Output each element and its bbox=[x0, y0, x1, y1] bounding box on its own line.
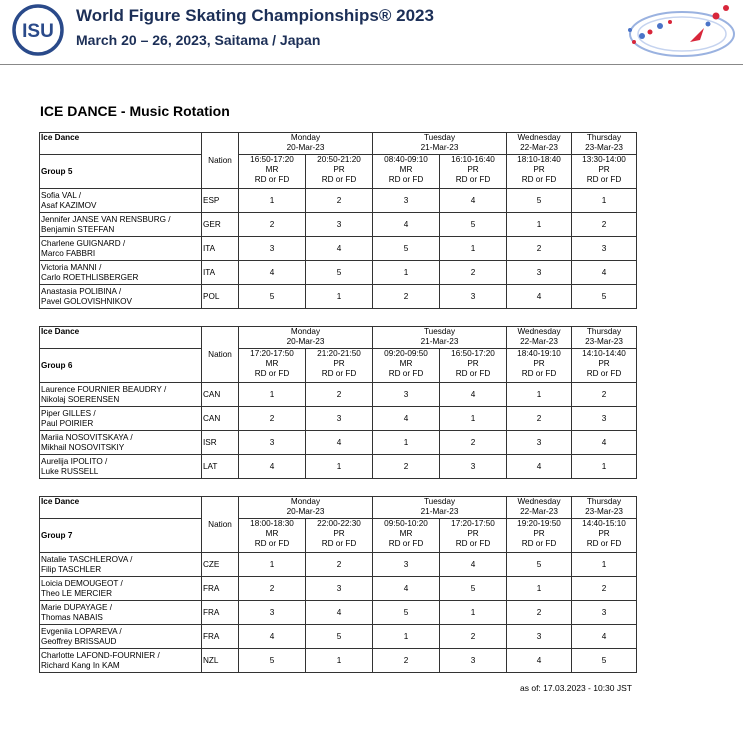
skater-1: Piper GILLES / bbox=[41, 408, 96, 418]
skater-2: Theo LE MERCIER bbox=[41, 588, 112, 598]
start-order: 2 bbox=[306, 553, 373, 577]
rotation-table-5 bbox=[39, 132, 637, 309]
start-order: 5 bbox=[507, 553, 572, 577]
slot-rink: MR bbox=[265, 165, 279, 174]
slot-time: 18:40-19:10 bbox=[517, 349, 561, 358]
table-row bbox=[40, 189, 637, 213]
start-order: 1 bbox=[239, 553, 306, 577]
skater-1: Loicia DEMOUGEOT / bbox=[41, 578, 123, 588]
start-order: 4 bbox=[373, 577, 440, 601]
start-order: 5 bbox=[507, 189, 572, 213]
team-nation: FRA bbox=[202, 577, 239, 601]
session-slot bbox=[373, 519, 440, 553]
start-order: 4 bbox=[572, 431, 637, 455]
session-slot bbox=[440, 349, 507, 383]
start-order: 2 bbox=[440, 261, 507, 285]
start-order: 3 bbox=[306, 407, 373, 431]
start-order: 1 bbox=[306, 649, 373, 673]
team-nation: POL bbox=[202, 285, 239, 309]
day-date: 20-Mar-23 bbox=[286, 143, 325, 152]
section-title: ICE DANCE - Music Rotation bbox=[40, 103, 230, 119]
day-header bbox=[373, 497, 507, 519]
team-names bbox=[40, 601, 202, 625]
day-name: Monday bbox=[290, 497, 321, 506]
table-row bbox=[40, 455, 637, 479]
team-names bbox=[40, 407, 202, 431]
start-order: 3 bbox=[306, 213, 373, 237]
start-order: 4 bbox=[572, 261, 637, 285]
start-order: 3 bbox=[239, 237, 306, 261]
event-label: Ice Dance bbox=[40, 327, 202, 349]
group-label: Group 7 bbox=[40, 519, 202, 553]
slot-rink: PR bbox=[533, 359, 545, 368]
start-order: 3 bbox=[507, 431, 572, 455]
table-row bbox=[40, 213, 637, 237]
slot-dance: RD or FD bbox=[388, 539, 424, 548]
header-row-slots bbox=[40, 155, 637, 189]
nation-header: Nation bbox=[202, 327, 239, 383]
day-name: Tuesday bbox=[423, 133, 456, 142]
team-nation: CAN bbox=[202, 383, 239, 407]
skater-1: Marie DUPAYAGE / bbox=[41, 602, 112, 612]
slot-dance: RD or FD bbox=[388, 175, 424, 184]
header-row-days bbox=[40, 497, 637, 519]
slot-rink: MR bbox=[265, 529, 279, 538]
table-row bbox=[40, 431, 637, 455]
day-header bbox=[507, 497, 572, 519]
skater-1: Charlene GUIGNARD / bbox=[41, 238, 126, 248]
session-slot bbox=[507, 349, 572, 383]
start-order: 1 bbox=[507, 213, 572, 237]
session-slot bbox=[306, 155, 373, 189]
skater-2: Thomas NABAIS bbox=[41, 612, 103, 622]
start-order: 5 bbox=[440, 577, 507, 601]
day-header bbox=[373, 133, 507, 155]
slot-dance: RD or FD bbox=[254, 175, 290, 184]
start-order: 4 bbox=[373, 407, 440, 431]
start-order: 2 bbox=[373, 455, 440, 479]
start-order: 1 bbox=[306, 455, 373, 479]
skater-2: Mikhail NOSOVITSKIY bbox=[41, 442, 125, 452]
slot-rink: MR bbox=[399, 359, 413, 368]
group-label: Group 5 bbox=[40, 155, 202, 189]
start-order: 5 bbox=[373, 601, 440, 625]
event-subtitle: March 20 – 26, 2023, Saitama / Japan bbox=[76, 32, 321, 48]
start-order: 4 bbox=[306, 237, 373, 261]
team-names bbox=[40, 553, 202, 577]
session-slot bbox=[239, 519, 306, 553]
start-order: 2 bbox=[373, 649, 440, 673]
day-name: Tuesday bbox=[423, 327, 456, 336]
slot-dance: RD or FD bbox=[455, 175, 491, 184]
start-order: 2 bbox=[306, 189, 373, 213]
slot-dance: RD or FD bbox=[586, 539, 622, 548]
start-order: 3 bbox=[306, 577, 373, 601]
table-row bbox=[40, 383, 637, 407]
start-order: 2 bbox=[507, 407, 572, 431]
slot-rink: PR bbox=[598, 529, 610, 538]
header-row-days bbox=[40, 133, 637, 155]
slot-time: 08:40-09:10 bbox=[384, 155, 428, 164]
day-name: Thursday bbox=[586, 133, 622, 142]
start-order: 3 bbox=[572, 407, 637, 431]
slot-dance: RD or FD bbox=[586, 369, 622, 378]
skater-2: Richard Kang In KAM bbox=[41, 660, 120, 670]
day-date: 22-Mar-23 bbox=[520, 507, 558, 516]
slot-time: 21:20-21:50 bbox=[317, 349, 361, 358]
slot-rink: PR bbox=[467, 165, 479, 174]
team-names bbox=[40, 455, 202, 479]
day-header bbox=[507, 327, 572, 349]
table-row bbox=[40, 553, 637, 577]
slot-time: 20:50-21:20 bbox=[317, 155, 361, 164]
team-nation: ITA bbox=[202, 237, 239, 261]
day-date: 23-Mar-23 bbox=[585, 337, 623, 346]
day-header bbox=[239, 133, 373, 155]
slot-time: 09:50-10:20 bbox=[384, 519, 428, 528]
skater-1: Sofia VAL / bbox=[41, 190, 82, 200]
skater-2: Carlo ROETHLISBERGER bbox=[41, 272, 139, 282]
start-order: 1 bbox=[373, 625, 440, 649]
team-names bbox=[40, 189, 202, 213]
start-order: 1 bbox=[440, 601, 507, 625]
start-order: 2 bbox=[440, 431, 507, 455]
start-order: 3 bbox=[440, 649, 507, 673]
slot-time: 17:20-17:50 bbox=[250, 349, 294, 358]
championship-emblem-icon bbox=[620, 2, 738, 60]
start-order: 2 bbox=[373, 285, 440, 309]
header-row-slots bbox=[40, 349, 637, 383]
day-date: 21-Mar-23 bbox=[420, 337, 459, 346]
slot-time: 13:30-14:00 bbox=[582, 155, 626, 164]
day-header bbox=[507, 133, 572, 155]
session-slot bbox=[507, 519, 572, 553]
skater-2: Filip TASCHLER bbox=[41, 564, 102, 574]
start-order: 2 bbox=[572, 577, 637, 601]
header-divider bbox=[0, 64, 743, 65]
start-order: 2 bbox=[572, 383, 637, 407]
start-order: 2 bbox=[507, 601, 572, 625]
day-name: Thursday bbox=[586, 497, 622, 506]
team-names bbox=[40, 649, 202, 673]
skater-2: Benjamin STEFFAN bbox=[41, 224, 115, 234]
start-order: 2 bbox=[306, 383, 373, 407]
table-row bbox=[40, 261, 637, 285]
session-slot bbox=[373, 349, 440, 383]
slot-rink: PR bbox=[533, 529, 545, 538]
start-order: 5 bbox=[306, 625, 373, 649]
start-order: 5 bbox=[239, 285, 306, 309]
start-order: 4 bbox=[306, 431, 373, 455]
skater-2: Pavel GOLOVISHNIKOV bbox=[41, 296, 133, 306]
team-names bbox=[40, 431, 202, 455]
table-row bbox=[40, 625, 637, 649]
slot-rink: PR bbox=[598, 359, 610, 368]
table-row bbox=[40, 601, 637, 625]
slot-time: 19:20-19:50 bbox=[517, 519, 561, 528]
slot-rink: PR bbox=[467, 359, 479, 368]
slot-time: 16:10-16:40 bbox=[451, 155, 495, 164]
start-order: 1 bbox=[373, 431, 440, 455]
start-order: 1 bbox=[507, 577, 572, 601]
session-slot bbox=[572, 349, 637, 383]
slot-time: 18:10-18:40 bbox=[517, 155, 561, 164]
start-order: 3 bbox=[572, 601, 637, 625]
start-order: 5 bbox=[239, 649, 306, 673]
event-label: Ice Dance bbox=[40, 133, 202, 155]
session-slot bbox=[572, 519, 637, 553]
start-order: 3 bbox=[440, 285, 507, 309]
slot-time: 17:20-17:50 bbox=[451, 519, 495, 528]
skater-2: Nikolaj SOERENSEN bbox=[41, 394, 120, 404]
start-order: 1 bbox=[507, 383, 572, 407]
slot-rink: PR bbox=[598, 165, 610, 174]
start-order: 4 bbox=[507, 455, 572, 479]
start-order: 1 bbox=[239, 383, 306, 407]
slot-time: 14:10-14:40 bbox=[582, 349, 626, 358]
day-name: Tuesday bbox=[423, 497, 456, 506]
team-names bbox=[40, 383, 202, 407]
skater-2: Asaf KAZIMOV bbox=[41, 200, 97, 210]
slot-time: 09:20-09:50 bbox=[384, 349, 428, 358]
slot-dance: RD or FD bbox=[455, 539, 491, 548]
slot-rink: PR bbox=[467, 529, 479, 538]
day-date: 21-Mar-23 bbox=[420, 143, 459, 152]
start-order: 4 bbox=[239, 625, 306, 649]
start-order: 3 bbox=[507, 261, 572, 285]
table-row bbox=[40, 649, 637, 673]
skater-1: Mariia NOSOVITSKAYA / bbox=[41, 432, 133, 442]
start-order: 2 bbox=[239, 577, 306, 601]
day-name: Monday bbox=[290, 327, 321, 336]
event-title: World Figure Skating Championships® 2023 bbox=[76, 6, 434, 25]
slot-dance: RD or FD bbox=[586, 175, 622, 184]
day-name: Monday bbox=[290, 133, 321, 142]
slot-dance: RD or FD bbox=[388, 369, 424, 378]
skater-1: Aurelija IPOLITO / bbox=[41, 456, 108, 466]
start-order: 1 bbox=[440, 407, 507, 431]
team-nation: GER bbox=[202, 213, 239, 237]
start-order: 4 bbox=[440, 553, 507, 577]
header-row-slots bbox=[40, 519, 637, 553]
table-row bbox=[40, 577, 637, 601]
start-order: 4 bbox=[440, 189, 507, 213]
slot-dance: RD or FD bbox=[321, 539, 357, 548]
day-date: 22-Mar-23 bbox=[520, 143, 558, 152]
logo-text: ISU bbox=[22, 21, 54, 42]
event-label: Ice Dance bbox=[40, 497, 202, 519]
day-date: 20-Mar-23 bbox=[286, 337, 325, 346]
team-nation: LAT bbox=[202, 455, 239, 479]
rotation-table-6 bbox=[39, 326, 637, 479]
start-order: 3 bbox=[440, 455, 507, 479]
day-date: 20-Mar-23 bbox=[286, 507, 325, 516]
start-order: 3 bbox=[239, 601, 306, 625]
start-order: 5 bbox=[572, 285, 637, 309]
session-slot bbox=[507, 155, 572, 189]
start-order: 1 bbox=[239, 189, 306, 213]
team-names bbox=[40, 213, 202, 237]
start-order: 5 bbox=[373, 237, 440, 261]
group-label: Group 6 bbox=[40, 349, 202, 383]
day-date: 23-Mar-23 bbox=[585, 507, 623, 516]
team-nation: ISR bbox=[202, 431, 239, 455]
start-order: 3 bbox=[507, 625, 572, 649]
slot-time: 16:50-17:20 bbox=[250, 155, 294, 164]
slot-time: 14:40-15:10 bbox=[582, 519, 626, 528]
slot-dance: RD or FD bbox=[521, 539, 557, 548]
team-nation: FRA bbox=[202, 601, 239, 625]
nation-header: Nation bbox=[202, 133, 239, 189]
session-slot bbox=[572, 155, 637, 189]
as-of-timestamp: as of: 17.03.2023 - 10:30 JST bbox=[520, 683, 632, 693]
day-name: Thursday bbox=[586, 327, 622, 336]
session-slot bbox=[306, 349, 373, 383]
skater-1: Charlotte LAFOND-FOURNIER / bbox=[41, 650, 160, 660]
nation-header: Nation bbox=[202, 497, 239, 553]
start-order: 1 bbox=[572, 189, 637, 213]
slot-rink: MR bbox=[399, 165, 413, 174]
slot-time: 16:50-17:20 bbox=[451, 349, 495, 358]
team-nation: CZE bbox=[202, 553, 239, 577]
start-order: 4 bbox=[373, 213, 440, 237]
day-date: 23-Mar-23 bbox=[585, 143, 623, 152]
slot-time: 22:00-22:30 bbox=[317, 519, 361, 528]
table-row bbox=[40, 237, 637, 261]
session-slot bbox=[239, 349, 306, 383]
start-order: 4 bbox=[507, 285, 572, 309]
header-row-days bbox=[40, 327, 637, 349]
start-order: 4 bbox=[239, 455, 306, 479]
skater-2: Geoffrey BRISSAUD bbox=[41, 636, 117, 646]
table-row bbox=[40, 407, 637, 431]
slot-rink: PR bbox=[333, 165, 345, 174]
skater-1: Victoria MANNI / bbox=[41, 262, 102, 272]
slot-dance: RD or FD bbox=[521, 175, 557, 184]
skater-1: Natalie TASCHLEROVA / bbox=[41, 554, 133, 564]
page-header bbox=[0, 0, 743, 62]
start-order: 4 bbox=[440, 383, 507, 407]
slot-dance: RD or FD bbox=[321, 369, 357, 378]
skater-1: Evgeniia LOPAREVA / bbox=[41, 626, 122, 636]
skater-1: Anastasia POLIBINA / bbox=[41, 286, 122, 296]
skater-2: Marco FABBRI bbox=[41, 248, 96, 258]
slot-dance: RD or FD bbox=[455, 369, 491, 378]
start-order: 2 bbox=[440, 625, 507, 649]
start-order: 4 bbox=[239, 261, 306, 285]
start-order: 4 bbox=[507, 649, 572, 673]
skater-2: Paul POIRIER bbox=[41, 418, 94, 428]
slot-rink: PR bbox=[333, 529, 345, 538]
slot-rink: MR bbox=[265, 359, 279, 368]
day-header bbox=[373, 327, 507, 349]
team-names bbox=[40, 577, 202, 601]
slot-dance: RD or FD bbox=[254, 369, 290, 378]
day-name: Wednesday bbox=[517, 497, 561, 506]
skater-1: Laurence FOURNIER BEAUDRY / bbox=[41, 384, 167, 394]
day-header bbox=[572, 133, 637, 155]
session-slot bbox=[440, 155, 507, 189]
slot-rink: PR bbox=[333, 359, 345, 368]
start-order: 1 bbox=[572, 553, 637, 577]
start-order: 5 bbox=[572, 649, 637, 673]
start-order: 1 bbox=[373, 261, 440, 285]
team-names bbox=[40, 625, 202, 649]
slot-rink: MR bbox=[399, 529, 413, 538]
team-nation: ITA bbox=[202, 261, 239, 285]
start-order: 1 bbox=[440, 237, 507, 261]
start-order: 3 bbox=[373, 383, 440, 407]
start-order: 3 bbox=[572, 237, 637, 261]
team-nation: FRA bbox=[202, 625, 239, 649]
slot-dance: RD or FD bbox=[254, 539, 290, 548]
start-order: 5 bbox=[306, 261, 373, 285]
session-slot bbox=[373, 155, 440, 189]
day-header bbox=[239, 497, 373, 519]
day-header bbox=[572, 497, 637, 519]
table-row bbox=[40, 285, 637, 309]
isu-logo-icon bbox=[12, 4, 64, 56]
start-order: 1 bbox=[306, 285, 373, 309]
start-order: 5 bbox=[440, 213, 507, 237]
slot-dance: RD or FD bbox=[521, 369, 557, 378]
start-order: 3 bbox=[373, 553, 440, 577]
session-slot bbox=[440, 519, 507, 553]
slot-rink: PR bbox=[533, 165, 545, 174]
start-order: 3 bbox=[239, 431, 306, 455]
day-name: Wednesday bbox=[517, 133, 561, 142]
day-date: 22-Mar-23 bbox=[520, 337, 558, 346]
team-nation: NZL bbox=[202, 649, 239, 673]
start-order: 2 bbox=[239, 213, 306, 237]
start-order: 4 bbox=[306, 601, 373, 625]
start-order: 2 bbox=[239, 407, 306, 431]
team-nation: CAN bbox=[202, 407, 239, 431]
start-order: 2 bbox=[507, 237, 572, 261]
skater-1: Jennifer JANSE VAN RENSBURG / bbox=[41, 214, 171, 224]
start-order: 3 bbox=[373, 189, 440, 213]
session-slot bbox=[239, 155, 306, 189]
team-nation: ESP bbox=[202, 189, 239, 213]
start-order: 2 bbox=[572, 213, 637, 237]
slot-time: 18:00-18:30 bbox=[250, 519, 294, 528]
day-header bbox=[239, 327, 373, 349]
rotation-table-7 bbox=[39, 496, 637, 673]
team-names bbox=[40, 261, 202, 285]
session-slot bbox=[306, 519, 373, 553]
start-order: 1 bbox=[572, 455, 637, 479]
team-names bbox=[40, 285, 202, 309]
day-header bbox=[572, 327, 637, 349]
slot-dance: RD or FD bbox=[321, 175, 357, 184]
day-date: 21-Mar-23 bbox=[420, 507, 459, 516]
day-name: Wednesday bbox=[517, 327, 561, 336]
team-names bbox=[40, 237, 202, 261]
skater-2: Luke RUSSELL bbox=[41, 466, 99, 476]
start-order: 4 bbox=[572, 625, 637, 649]
